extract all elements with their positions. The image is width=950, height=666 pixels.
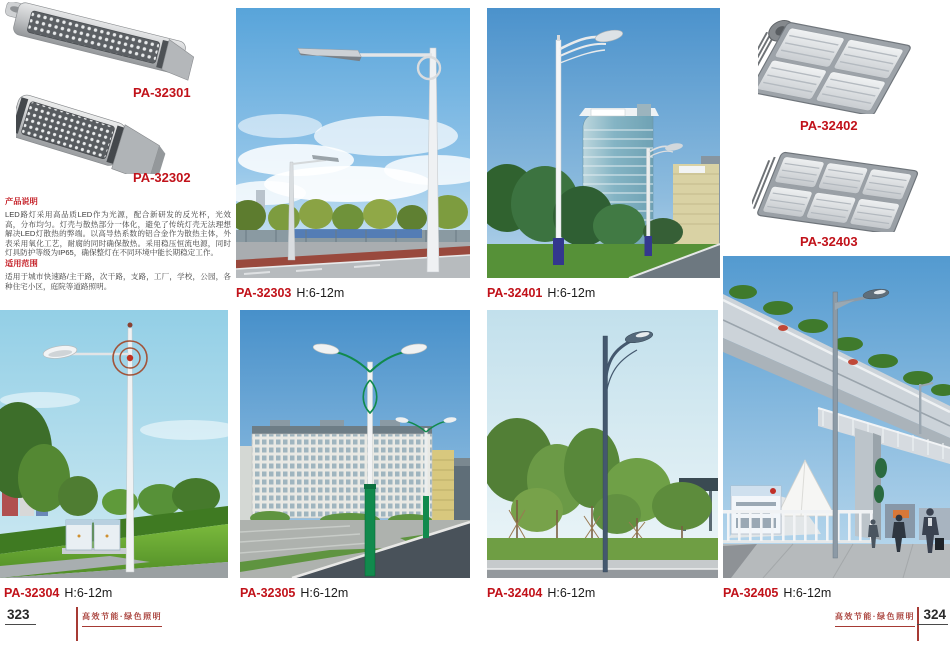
footer-right <box>770 607 950 643</box>
product-description-title: 产品说明 <box>5 197 38 206</box>
photo-label-pa32305 <box>240 586 348 600</box>
photo-label-pa32303 <box>236 286 344 300</box>
fixture-model-pa32301: PA-32301 <box>133 85 191 100</box>
photo-label-pa32404 <box>487 586 595 600</box>
footer-left <box>5 607 180 643</box>
photo-label-pa32405 <box>723 586 831 600</box>
photo-pa-32405 <box>723 256 950 578</box>
fixture-model-pa32403: PA-32403 <box>800 234 858 249</box>
photo-height: H:6-12m <box>783 586 832 600</box>
photo-model: PA-32304 <box>4 586 60 600</box>
fixture-image-pa32402 <box>758 6 930 114</box>
product-description-section <box>5 196 231 258</box>
product-description-text: LED路灯采用高品质LED作为光源，配合新研发的反光杯，光效高，分布均匀。灯壳与散热部分一体化，避免了传统灯壳无法理想解决LED灯散热的弊端。以高导热系数的铝合金作为散热主体，外表采用氧化工艺，耐腐的同时确保散热。采用稳压恒流电源，同时灯具防护等级为IP65，确保整灯在不同环境中能长期稳定工作。 <box>5 210 231 258</box>
fixture-image-pa32403 <box>752 140 937 232</box>
photo-pa-32404 <box>487 310 718 578</box>
photo-pa-32303 <box>236 8 470 278</box>
photo-label-pa32401 <box>487 286 595 300</box>
photo-pa-32304 <box>0 310 228 578</box>
application-scope-title: 适用范围 <box>5 259 38 268</box>
application-scope-text: 适用于城市快速路/主干路，次干路，支路，工厂，学校，公园，各种住宅小区，庭院等道路照明。 <box>5 272 231 291</box>
photo-model: PA-32404 <box>487 586 543 600</box>
photo-model: PA-32405 <box>723 586 779 600</box>
photo-model: PA-32401 <box>487 286 543 300</box>
page-number-right: 324 <box>917 607 948 625</box>
photo-height: H:6-12m <box>64 586 113 600</box>
page-number-left: 323 <box>5 607 36 625</box>
fixture-model-pa32302: PA-32302 <box>133 170 191 185</box>
photo-model: PA-32305 <box>240 586 296 600</box>
photo-height: H:6-12m <box>300 586 349 600</box>
footer-slogan-left: 高效节能·绿色照明 <box>82 611 162 627</box>
photo-height: H:6-12m <box>547 286 596 300</box>
photo-model: PA-32303 <box>236 286 292 300</box>
fixture-image-pa32302 <box>16 92 186 174</box>
photo-label-pa32304 <box>4 586 112 600</box>
photo-height: H:6-12m <box>547 586 596 600</box>
footer-slogan-right: 高效节能·绿色照明 <box>835 611 915 627</box>
fixture-image-pa32301 <box>4 2 219 86</box>
photo-pa-32401 <box>487 8 720 278</box>
photo-height: H:6-12m <box>296 286 345 300</box>
application-scope-section <box>5 258 231 291</box>
photo-pa-32305 <box>240 310 470 578</box>
footer-divider-left <box>76 607 78 641</box>
fixture-model-pa32402: PA-32402 <box>800 118 858 133</box>
